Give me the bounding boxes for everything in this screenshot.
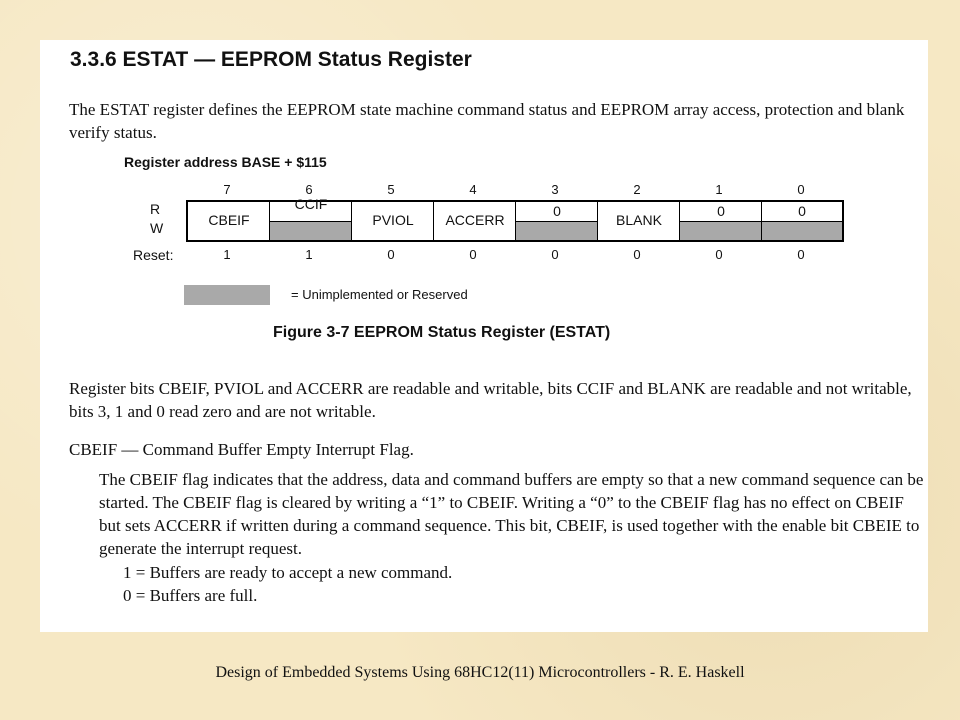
- register-cell-ccif: [270, 196, 352, 240]
- register-cell-cbeif: [188, 202, 270, 240]
- figure-caption: Figure 3-7 EEPROM Status Register (ESTAT): [273, 324, 611, 341]
- register-address: Register address BASE + $115: [124, 154, 327, 170]
- bit-number-1: 1: [715, 182, 723, 197]
- write-row-label: W: [150, 220, 164, 236]
- reset-value-7: 1: [223, 247, 231, 262]
- register-cell-blank: [598, 202, 680, 240]
- cell-label: 0: [798, 203, 806, 219]
- cell-label: BLANK: [616, 212, 662, 228]
- register-diagram: [186, 196, 844, 242]
- register-cell-pviol: [352, 202, 434, 240]
- intro-paragraph: The ESTAT register defines the EEPROM state machine command status and EEPROM array access, protection and blank verify status.: [69, 100, 905, 142]
- legend-swatch: [184, 285, 270, 305]
- cell-label: 0: [553, 203, 561, 219]
- register-cell-bit1: [680, 202, 762, 240]
- cell-label: PVIOL: [372, 212, 414, 228]
- unimplemented-shade: [270, 221, 352, 240]
- bit-number-2: 2: [633, 182, 641, 197]
- reset-value-6: 1: [305, 247, 313, 262]
- unimplemented-shade: [680, 221, 762, 240]
- cbeif-option-0: 0 = Buffers are full.: [123, 586, 258, 605]
- cell-label: ACCERR: [445, 212, 505, 228]
- legend-text: = Unimplemented or Reserved: [291, 287, 468, 302]
- unimplemented-shade: [762, 221, 842, 240]
- slide-footer: Design of Embedded Systems Using 68HC12(11) Microcontrollers - R. E. Haskell: [215, 664, 745, 681]
- reset-value-5: 0: [387, 247, 395, 262]
- unimplemented-shade: [516, 221, 598, 240]
- reset-value-4: 0: [469, 247, 477, 262]
- cell-label: CBEIF: [208, 212, 250, 228]
- cell-label: 0: [717, 203, 725, 219]
- reset-value-1: 0: [715, 247, 723, 262]
- bit-number-0: 0: [797, 182, 805, 197]
- description-paragraph: Register bits CBEIF, PVIOL and ACCERR are readable and writable, bits CCIF and BLANK are readable and not writable, bits 3, 1 and 0 read zero and are not writable.: [69, 379, 912, 421]
- register-cell-accerr: [434, 202, 516, 240]
- bit-number-3: 3: [551, 182, 559, 197]
- bit-number-4: 4: [469, 182, 477, 197]
- register-cell-bit0: [762, 202, 842, 240]
- bit-number-5: 5: [387, 182, 395, 197]
- read-row-label: R: [150, 201, 161, 217]
- cbeif-body: The CBEIF flag indicates that the address, data and command buffers are empty so that a new command sequence can be started. The CBEIF flag is cleared by writing a “1” to CBEIF. Writing a “0” to the CBEIF flag has no effect on CBEIF but sets ACCERR if written during a command sequence. This bit, CBEIF, is used together with the enable bit CBEIE to generate the interrupt request.: [99, 470, 924, 558]
- cbeif-title: CBEIF — Command Buffer Empty Interrupt Flag.: [69, 440, 414, 459]
- bit-number-6: 6: [305, 182, 313, 197]
- reset-value-0: 0: [797, 247, 805, 262]
- reset-value-3: 0: [551, 247, 559, 262]
- register-cell-bit3: [516, 202, 598, 240]
- cell-label: CCIF: [294, 196, 328, 212]
- section-heading: 3.3.6 ESTAT — EEPROM Status Register: [70, 48, 472, 71]
- document-page: [40, 40, 928, 632]
- cbeif-option-1: 1 = Buffers are ready to accept a new command.: [123, 563, 453, 582]
- reset-row-label: Reset:: [133, 247, 174, 263]
- reset-value-2: 0: [633, 247, 641, 262]
- bit-number-7: 7: [223, 182, 231, 197]
